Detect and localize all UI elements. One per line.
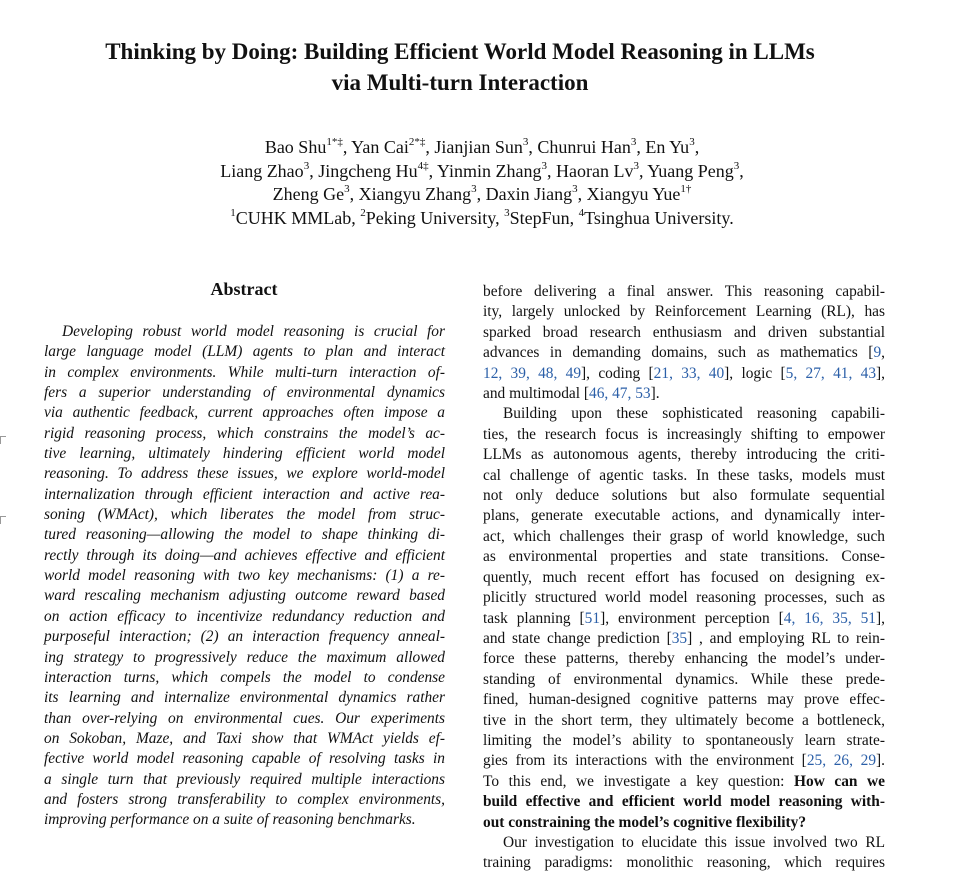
intro-line: plicitly structured world model reasoning processes, such as [483, 589, 885, 607]
affiliations-line: $^1$CUHK MMLab, $^2$Peking University, $^3$StepFun, $^4$Tsinghua University. [230, 206, 734, 228]
abstract-line: ing strategy to progressively reduce the maximum allowed [44, 648, 445, 666]
abstract-line: Developing robust world model reasoning is crucial for [62, 323, 445, 340]
introduction-text [483, 282, 885, 874]
abstract-line: on action efficacy to incentivize redundancy reduction and [44, 607, 445, 625]
abstract-line: on Sokoban, Maze, and Taxi show that WMAct yields ef- [44, 729, 445, 747]
title-line-1: Thinking by Doing: Building Efficient World Model Reasoning in LLMs [105, 39, 815, 64]
intro-line: training paradigms: monolithic reasoning, which requires [483, 854, 885, 872]
abstract-line: improving performance on a suite of reasoning benchmarks. [44, 811, 416, 829]
intro-line: cal challenge of agentic tasks. In these tasks, models must [483, 466, 885, 484]
abstract-line: world model reasoning with two key mechanisms: (1) a re- [44, 567, 445, 585]
intro-line: tive in the short term, they ultimately become a bottleneck, [483, 711, 885, 729]
intro-line: ity, largely unlocked by Reinforcement Learning (RL), has [483, 303, 885, 321]
intro-line: act, which challenges their grasp of world knowledge, such [483, 527, 885, 545]
intro-line: not only deduce solutions but also formulate sequential [483, 487, 885, 505]
intro-line: plans, generate executable actions, and dynamically inter- [483, 507, 885, 525]
authors-line-1: Bao Shu$^{1*\ddagger}$, Yan Cai$^{2*\ddagger}$, Jianjian Sun$^3$, Chunrui Han$^3$, En Yu$^3$, [264, 136, 700, 157]
intro-line: sparked broad research enthusiasm and driven substantial [483, 323, 885, 341]
abstract-line: fers a superior understanding of environmental dynamics [44, 384, 445, 402]
margin-crop-mark [0, 516, 6, 524]
abstract-line: purposeful interaction; (2) an interaction frequency anneal- [44, 628, 445, 646]
title-line-2: via Multi-turn Interaction [331, 70, 589, 95]
intro-line: force these patterns, thereby enhancing the model’s under- [483, 650, 885, 668]
intro-line: Building upon these sophisticated reasoning capabili- [503, 405, 885, 423]
abstract-line: rigid reasoning process, which constrains the model’s ac- [44, 424, 445, 442]
abstract-line: its learning and internalize environmental dynamics rather [44, 689, 445, 707]
intro-line: and multimodal [46, 47, 53]. [483, 385, 660, 403]
abstract-line: fective world model reasoning capable of resolving tasks in [44, 750, 445, 768]
intro-line: as environmental properties and state transitions. Conse- [483, 548, 885, 566]
intro-line: quently, much recent effort has focused on designing ex- [483, 568, 885, 586]
intro-line: ties, the research focus is increasingly shifting to empower [483, 425, 885, 443]
abstract-line: and fosters strong transferability to complex environments, [44, 790, 445, 808]
intro-line: Our investigation to elucidate this issue involved two RL [503, 833, 885, 851]
intro-line: fined, human-designed cognitive patterns may prove effec- [483, 691, 885, 709]
intro-line: LLMs as autonomous agents, thereby introducing the criti- [483, 446, 885, 464]
intro-line: To this end, we investigate a key question: How can we [483, 772, 885, 790]
abstract-body [44, 322, 445, 831]
intro-line: and state change prediction [35] , and employing RL to rein- [483, 629, 885, 647]
abstract-line: rectly through its doing—and achieves effective and efficient [44, 546, 445, 564]
abstract-line: internalization through efficient interaction and active rea- [44, 485, 445, 503]
abstract-line: than over-relying on environmental cues. Our experiments [44, 709, 445, 727]
abstract-line: ward rescaling mechanism adjusting outcome reward based [44, 587, 445, 605]
intro-line: build effective and efficient world model reasoning with- [483, 793, 885, 811]
authors-line-2: Liang Zhao$^3$, Jingcheng $Hu^{4\ddagger}$, Yinmin Zhang$^3$, Haoran Lv$^3$, Yuang Peng$^3$, [220, 159, 744, 181]
abstract-line: in complex environments. While multi-turn interaction of- [44, 363, 445, 381]
intro-line: standing of environmental dynamics. While these prede- [483, 670, 885, 688]
abstract-line: interaction turns, which compels the model to condense [44, 668, 445, 686]
authors-line-3: Zheng Ge$^3$, Xiangyu Zhang$^3$, Daxin Jiang$^3$, Xiangyu Yue$^{1\dagger}$ [272, 183, 692, 204]
margin-crop-mark [0, 436, 6, 444]
intro-line: out constraining the model’s cognitive flexibility? [483, 813, 807, 831]
intro-line: advances in demanding domains, such as mathematics [9, [483, 344, 885, 362]
intro-line: limiting the model’s ability to spontaneously learn strate- [483, 731, 885, 749]
intro-line: 12, 39, 48, 49], coding [21, 33, 40], logic [5, 27, 41, 43], [483, 364, 886, 382]
intro-line: before delivering a final answer. This reasoning capabil- [483, 283, 885, 300]
abstract-line: soning (WMAct), which liberates the model from struc- [44, 506, 445, 524]
intro-line: gies from its interactions with the environment [25, 26, 29]. [483, 752, 886, 770]
intro-line: task planning [51], environment perception [4, 16, 35, 51], [483, 609, 885, 627]
abstract-line: a single turn that previously required multiple interactions [44, 770, 445, 788]
author-block [40, 136, 924, 230]
paper-title [40, 36, 880, 98]
abstract-line: via authentic feedback, current approaches often impose a [44, 404, 445, 422]
abstract-line: reasoning. To address these issues, we explore world-model [44, 465, 445, 483]
abstract-line: tured reasoning—allowing the model to shape thinking di- [44, 526, 445, 544]
abstract-line: tive learning, ultimately hindering efficient world model [44, 445, 445, 463]
abstract-line: large language model (LLM) agents to plan and interact [44, 343, 445, 361]
abstract-heading: Abstract [210, 279, 278, 299]
